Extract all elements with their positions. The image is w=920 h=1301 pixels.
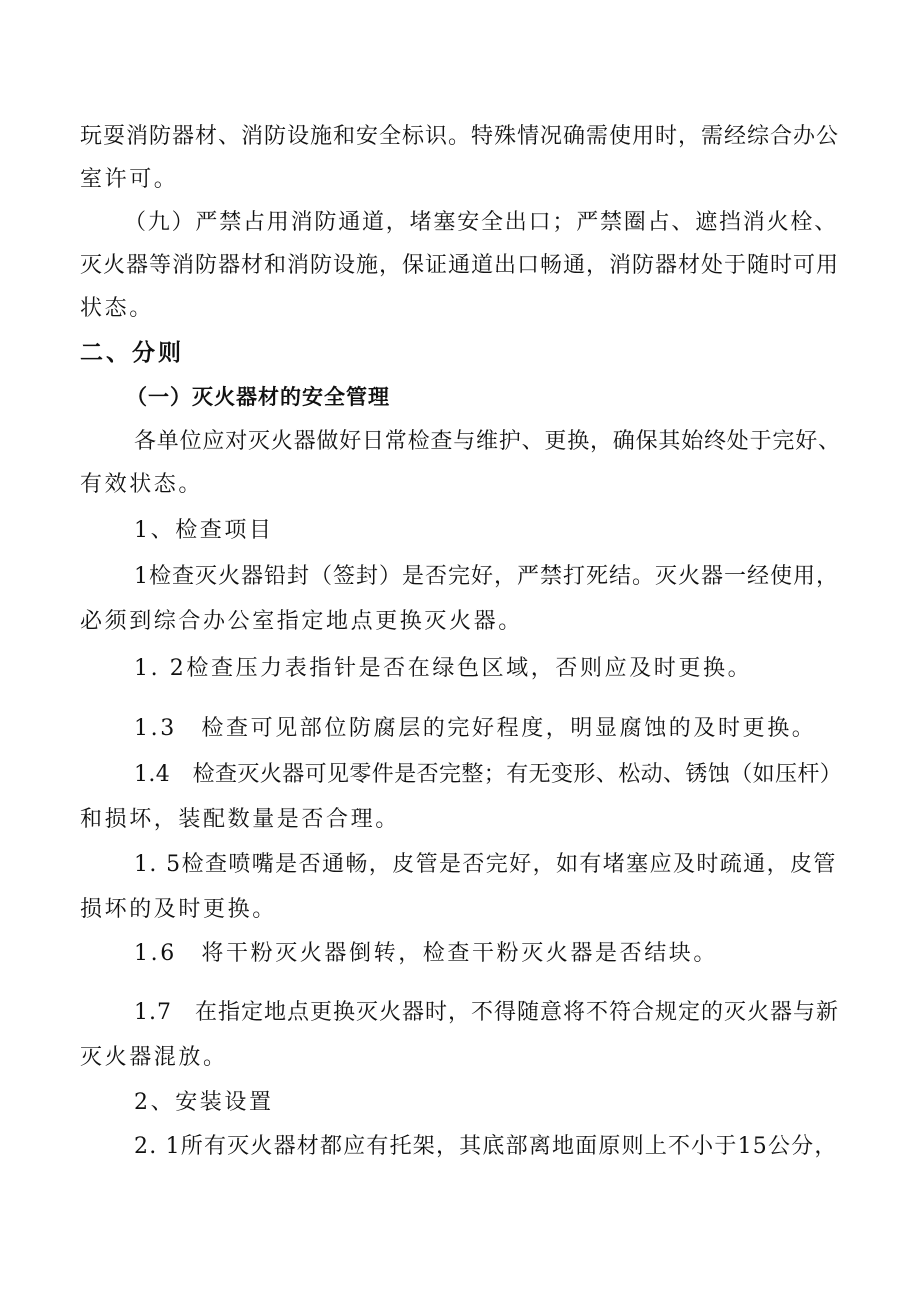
paragraph-line: 状态。 (80, 296, 154, 321)
section-heading: 二、分则 (80, 340, 184, 366)
item-heading: 2、安装设置 (134, 1090, 274, 1115)
paragraph-line: 2. 1所有灭火器材都应有托架，其底部离地面原则上不小于15公分， (134, 1134, 838, 1159)
paragraph-line: 灭火器等消防器材和消防设施，保证通道出口畅通，消防器材处于随时可用 (80, 253, 840, 278)
paragraph-line: 1.7 在指定地点更换灭火器时，不得随意将不符合规定的灭火器与新 (134, 1000, 839, 1025)
subsection-heading: （一）灭火器材的安全管理 (126, 385, 390, 409)
paragraph-line: 1. 2检查压力表指针是否在绿色区域，否则应及时更换。 (134, 656, 753, 681)
paragraph-line: 灭火器混放。 (80, 1045, 228, 1070)
paragraph-line: 损坏的及时更换。 (80, 897, 277, 922)
paragraph-line: 1. 5检查喷嘴是否通畅，皮管是否完好，如有堵塞应及时疏通，皮管 (134, 852, 837, 877)
paragraph-line: 各单位应对灭火器做好日常检查与维护、更换，确保其始终处于完好、 (134, 429, 841, 454)
paragraph-line: 1.6 将干粉灭火器倒转，检查干粉灭火器是否结块。 (134, 941, 718, 966)
paragraph-line: 有效状态。 (80, 472, 204, 497)
paragraph-line: 1.4 检查灭火器可见零件是否完整；有无变形、松动、锈蚀（如压杆） (134, 762, 843, 787)
paragraph-line: 室许可。 (80, 167, 179, 192)
paragraph-line: 1.3 检查可见部位防腐层的完好程度，明显腐蚀的及时更换。 (134, 716, 817, 741)
item-heading: 1、检查项目 (134, 518, 274, 543)
paragraph-line: （九）严禁占用消防通道，堵塞安全出口；严禁圈占、遮挡消火栓、 (124, 210, 839, 235)
paragraph-line: 必须到综合办公室指定地点更换灭火器。 (80, 609, 523, 634)
paragraph-line: 1检查灭火器铅封（签封）是否完好，严禁打死结。灭火器一经使用， (134, 564, 839, 589)
paragraph-line: 玩耍消防器材、消防设施和安全标识。特殊情况确需使用时，需经综合办公 (80, 124, 840, 149)
paragraph-line: 和损坏，装配数量是否合理。 (80, 807, 400, 832)
